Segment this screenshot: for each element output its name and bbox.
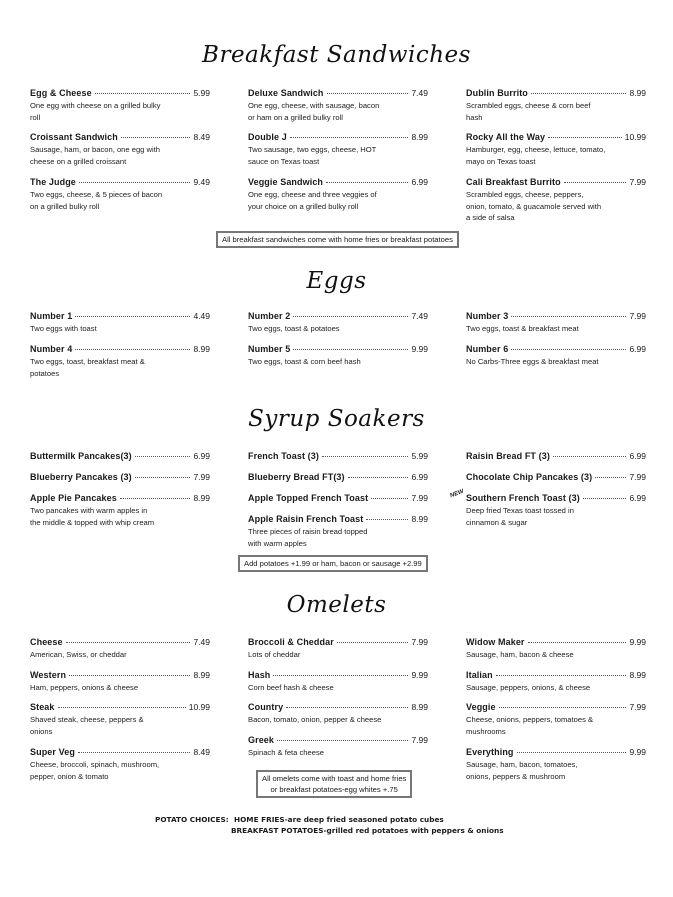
menu-item-header	[248, 514, 428, 526]
menu-item-price: 6.99	[193, 451, 210, 461]
menu-item-price: 7.49	[193, 637, 210, 647]
menu-item-chocolate-chip-pancakes-3	[466, 472, 646, 484]
dot-leader	[121, 137, 191, 138]
dot-leader	[286, 707, 408, 708]
menu-item-description: Two sausage, two eggs, cheese, HOT sauce on Texas toast	[248, 145, 377, 166]
breakfast-note: All breakfast sandwiches come with home fries or breakfast potatoes	[216, 231, 459, 248]
dot-leader	[595, 477, 626, 478]
dot-leader	[75, 349, 190, 350]
menu-item-steak	[30, 702, 210, 737]
menu-item-apple-pie-pancakes	[30, 493, 210, 528]
menu-item-description: Sausage, peppers, onions, & cheese	[466, 683, 591, 692]
menu-item-description: Hamburger, egg, cheese, lettuce, tomato, mayo on Texas toast	[466, 145, 606, 166]
dot-leader	[135, 477, 191, 478]
menu-item-number-2	[248, 311, 428, 335]
menu-item-blueberry-pancakes-3	[30, 472, 210, 484]
dot-leader	[327, 93, 409, 94]
menu-item-description: Shaved steak, cheese, peppers & onions	[30, 715, 144, 736]
dot-leader	[69, 675, 190, 676]
menu-item-description: Bacon, tomato, onion, pepper & cheese	[248, 715, 382, 724]
menu-item-price: 8.99	[411, 132, 428, 142]
menu-item-price: 6.99	[629, 344, 646, 354]
menu-item-header	[30, 344, 210, 356]
menu-item-description: Three pieces of raisin bread topped with warm apples	[248, 527, 368, 548]
section-title-eggs: Eggs	[306, 268, 367, 294]
dot-leader	[273, 675, 408, 676]
dot-leader	[528, 642, 627, 643]
menu-item-header	[248, 702, 428, 714]
menu-item-name: Country	[248, 702, 284, 712]
dot-leader	[553, 456, 627, 457]
menu-item-number-6	[466, 344, 646, 368]
menu-item-price: 7.99	[193, 472, 210, 482]
menu-item-country	[248, 702, 428, 726]
menu-item-price: 7.99	[629, 472, 646, 482]
menu-item-description: Cheese, onions, peppers, tomatoes & mushrooms	[466, 715, 594, 736]
menu-item-header	[466, 493, 646, 505]
dot-leader	[66, 642, 191, 643]
menu-item-header	[466, 311, 646, 323]
potato-choices-label: POTATO CHOICES:	[155, 815, 229, 824]
menu-item-header	[30, 177, 210, 189]
menu-item-name: Blueberry Pancakes (3)	[30, 472, 132, 482]
dot-leader	[511, 316, 626, 317]
menu-item-description: One egg, cheese and three veggies of your choice on a grilled bulky roll	[248, 190, 377, 211]
menu-item-description: American, Swiss, or cheddar	[30, 650, 127, 659]
menu-item-description: Two eggs, cheese, & 5 pieces of bacon on a grilled bulky roll	[30, 190, 163, 211]
dot-leader	[293, 349, 408, 350]
menu-item-the-judge	[30, 177, 210, 212]
menu-item-price: 8.99	[411, 702, 428, 712]
menu-item-header	[30, 311, 210, 323]
menu-item-price: 8.99	[411, 514, 428, 524]
menu-item-header	[466, 637, 646, 649]
menu-item-widow-maker	[466, 637, 646, 661]
menu-item-description: Two eggs, toast & breakfast meat	[466, 324, 579, 333]
menu-item-price: 7.99	[411, 735, 428, 745]
menu-item-price: 8.99	[193, 344, 210, 354]
menu-item-greek	[248, 735, 428, 759]
menu-item-name: Number 5	[248, 344, 291, 354]
menu-item-name: Southern French Toast (3)	[466, 493, 580, 503]
menu-item-name: Apple Topped French Toast	[248, 493, 369, 503]
dot-leader	[322, 456, 409, 457]
menu-item-rocky-all-the-way	[466, 132, 646, 167]
menu-item-description: Sausage, ham, bacon, tomatoes, onions, peppers & mushroom	[466, 760, 578, 781]
menu-item-header	[466, 132, 646, 144]
menu-item-header	[30, 493, 210, 505]
menu-item-description: Cheese, broccoli, spinach, mushroom, pepper, onion & tomato	[30, 760, 160, 781]
dot-leader	[366, 519, 408, 520]
dot-leader	[583, 498, 627, 499]
menu-item-price: 8.99	[629, 670, 646, 680]
dot-leader	[499, 707, 627, 708]
menu-item-description: One egg with cheese on a grilled bulky roll	[30, 101, 161, 122]
menu-item-apple-topped-french-toast	[248, 493, 428, 505]
menu-item-description: Deep fried Texas toast tossed in cinnamon & sugar	[466, 506, 574, 527]
menu-item-raisin-bread-ft-3	[466, 451, 646, 463]
menu-item-header	[30, 747, 210, 759]
menu-item-name: Cheese	[30, 637, 63, 647]
dot-leader	[120, 498, 191, 499]
menu-item-header	[466, 702, 646, 714]
dot-leader	[326, 182, 408, 183]
menu-item-hash	[248, 670, 428, 694]
menu-item-price: 9.49	[193, 177, 210, 187]
menu-item-price: 10.99	[188, 702, 210, 712]
menu-item-header	[248, 311, 428, 323]
menu-item-broccoli-cheddar	[248, 637, 428, 661]
new-badge: NEW	[449, 488, 465, 500]
menu-item-price: 5.99	[193, 88, 210, 98]
dot-leader	[79, 182, 191, 183]
menu-item-price: 7.49	[411, 88, 428, 98]
menu-item-description: Sausage, ham, bacon & cheese	[466, 650, 574, 659]
menu-item-name: Double J	[248, 132, 287, 142]
section-title-omelets: Omelets	[286, 592, 387, 618]
menu-item-price: 6.99	[629, 493, 646, 503]
menu-item-blueberry-bread-ft-3	[248, 472, 428, 484]
menu-item-name: Number 6	[466, 344, 509, 354]
menu-item-name: Italian	[466, 670, 493, 680]
menu-item-name: Everything	[466, 747, 514, 757]
menu-item-cali-breakfast-burrito	[466, 177, 646, 224]
menu-item-header	[466, 88, 646, 100]
menu-item-price: 7.99	[411, 493, 428, 503]
menu-item-header	[248, 493, 428, 505]
menu-item-price: 9.99	[629, 637, 646, 647]
menu-item-price: 6.99	[629, 451, 646, 461]
menu-item-italian	[466, 670, 646, 694]
dot-leader	[548, 137, 622, 138]
menu-item-header	[248, 88, 428, 100]
menu-item-name: Chocolate Chip Pancakes (3)	[466, 472, 593, 482]
menu-item-name: Apple Raisin French Toast	[248, 514, 364, 524]
menu-item-price: 9.99	[411, 670, 428, 680]
dot-leader	[517, 752, 627, 753]
menu-item-croissant-sandwich	[30, 132, 210, 167]
menu-item-name: The Judge	[30, 177, 76, 187]
menu-item-header	[248, 344, 428, 356]
menu-item-double-j	[248, 132, 428, 167]
menu-item-number-4	[30, 344, 210, 379]
potato-choice-breakfast-potatoes: BREAKFAST POTATOES-grilled red potatoes with peppers & onions	[231, 826, 504, 835]
menu-item-price: 8.99	[193, 670, 210, 680]
menu-item-header	[248, 132, 428, 144]
menu-item-name: Number 3	[466, 311, 509, 321]
menu-item-description: No Carbs-Three eggs & breakfast meat	[466, 357, 599, 366]
menu-item-name: Hash	[248, 670, 271, 680]
menu-item-header	[30, 451, 210, 463]
menu-item-header	[466, 747, 646, 759]
menu-item-deluxe-sandwich	[248, 88, 428, 123]
menu-item-price: 9.99	[629, 747, 646, 757]
dot-leader	[58, 707, 186, 708]
menu-item-name: French Toast (3)	[248, 451, 319, 461]
menu-item-number-1	[30, 311, 210, 335]
menu-item-veggie-sandwich	[248, 177, 428, 212]
potato-choice-home-fries: HOME FRIES-are deep fried seasoned potato cubes	[234, 815, 444, 824]
menu-item-description: Two eggs, toast & corn beef hash	[248, 357, 361, 366]
menu-item-header	[248, 637, 428, 649]
menu-item-veggie	[466, 702, 646, 737]
menu-item-description: Ham, peppers, onions & cheese	[30, 683, 139, 692]
menu-item-name: Croissant Sandwich	[30, 132, 118, 142]
dot-leader	[95, 93, 191, 94]
menu-item-price: 7.99	[411, 637, 428, 647]
menu-item-price: 9.99	[411, 344, 428, 354]
dot-leader	[371, 498, 408, 499]
menu-item-header	[30, 472, 210, 484]
menu-item-name: Steak	[30, 702, 55, 712]
menu-item-name: Western	[30, 670, 67, 680]
menu-item-buttermilk-pancakes-3	[30, 451, 210, 463]
menu-item-price: 8.99	[629, 88, 646, 98]
dot-leader	[511, 349, 626, 350]
menu-item-apple-raisin-french-toast	[248, 514, 428, 549]
dot-leader	[78, 752, 191, 753]
menu-item-name: Super Veg	[30, 747, 75, 757]
menu-item-southern-french-toast-3	[466, 493, 646, 528]
menu-item-name: Apple Pie Pancakes	[30, 493, 117, 503]
menu-item-price: 4.49	[193, 311, 210, 321]
menu-item-price: 8.49	[193, 132, 210, 142]
menu-item-price: 5.99	[411, 451, 428, 461]
dot-leader	[531, 93, 627, 94]
menu-item-description: Two eggs, toast, breakfast meat & potatoes	[30, 357, 145, 378]
menu-item-super-veg	[30, 747, 210, 782]
dot-leader	[496, 675, 627, 676]
menu-item-header	[30, 637, 210, 649]
menu-item-description: Two eggs with toast	[30, 324, 97, 333]
menu-item-name: Dublin Burrito	[466, 88, 528, 98]
dot-leader	[337, 642, 409, 643]
menu-item-name: Deluxe Sandwich	[248, 88, 324, 98]
menu-item-name: Buttermilk Pancakes(3)	[30, 451, 132, 461]
menu-item-header	[30, 702, 210, 714]
dot-leader	[348, 477, 409, 478]
menu-item-name: Broccoli & Cheddar	[248, 637, 334, 647]
menu-item-name: Number 4	[30, 344, 73, 354]
menu-item-french-toast-3	[248, 451, 428, 463]
menu-item-description: Two eggs, toast & potatoes	[248, 324, 340, 333]
menu-item-header	[466, 344, 646, 356]
menu-item-name: Widow Maker	[466, 637, 525, 647]
syrup-note: Add potatoes +1.99 or ham, bacon or sausage +2.99	[238, 555, 428, 572]
menu-item-name: Raisin Bread FT (3)	[466, 451, 550, 461]
menu-item-name: Egg & Cheese	[30, 88, 92, 98]
menu-item-header	[248, 670, 428, 682]
menu-item-name: Number 1	[30, 311, 73, 321]
dot-leader	[564, 182, 627, 183]
menu-item-header	[248, 177, 428, 189]
menu-item-description: Spinach & feta cheese	[248, 748, 324, 757]
menu-item-price: 6.99	[411, 472, 428, 482]
menu-item-header	[466, 472, 646, 484]
section-title-syrup-soakers: Syrup Soakers	[248, 406, 425, 432]
menu-item-name: Greek	[248, 735, 275, 745]
menu-item-header	[248, 451, 428, 463]
menu-item-price: 7.49	[411, 311, 428, 321]
menu-item-cheese	[30, 637, 210, 661]
menu-item-number-3	[466, 311, 646, 335]
menu-item-description: Scrambled eggs, cheese, peppers, onion, tomato, & guacamole served with a side of salsa	[466, 190, 602, 222]
menu-item-header	[466, 177, 646, 189]
menu-item-header	[466, 670, 646, 682]
menu-item-dublin-burrito	[466, 88, 646, 123]
menu-item-header	[30, 88, 210, 100]
dot-leader	[293, 316, 408, 317]
menu-item-header	[466, 451, 646, 463]
menu-item-description: Two pancakes with warm apples in the middle & topped with whip cream	[30, 506, 155, 527]
menu-item-price: 7.99	[629, 177, 646, 187]
menu-item-name: Number 2	[248, 311, 291, 321]
menu-item-header	[30, 670, 210, 682]
menu-item-description: Lots of cheddar	[248, 650, 301, 659]
menu-item-header	[248, 735, 428, 747]
menu-item-western	[30, 670, 210, 694]
menu-item-price: 10.99	[624, 132, 646, 142]
menu-item-price: 6.99	[411, 177, 428, 187]
menu-item-description: Scrambled eggs, cheese & corn beef hash	[466, 101, 591, 122]
menu-item-name: Blueberry Bread FT(3)	[248, 472, 345, 482]
menu-item-number-5	[248, 344, 428, 368]
menu-item-name: Cali Breakfast Burrito	[466, 177, 561, 187]
menu-item-everything	[466, 747, 646, 782]
menu-item-price: 7.99	[629, 311, 646, 321]
menu-item-egg-cheese	[30, 88, 210, 123]
menu-item-header	[30, 132, 210, 144]
menu-item-description: Sausage, ham, or bacon, one egg with cheese on a grilled croissant	[30, 145, 161, 166]
omelets-note: All omelets come with toast and home fries or breakfast potatoes-egg whites +.75	[256, 770, 412, 798]
menu-item-description: Corn beef hash & cheese	[248, 683, 334, 692]
menu-item-price: 7.99	[629, 702, 646, 712]
menu-item-name: Veggie	[466, 702, 496, 712]
menu-item-price: 8.99	[193, 493, 210, 503]
menu-item-header	[248, 472, 428, 484]
menu-item-name: Veggie Sandwich	[248, 177, 324, 187]
dot-leader	[290, 137, 409, 138]
menu-item-description: One egg, cheese, with sausage, bacon or ham on a grilled bulky roll	[248, 101, 380, 122]
menu-item-price: 8.49	[193, 747, 210, 757]
dot-leader	[135, 456, 191, 457]
dot-leader	[75, 316, 190, 317]
section-title-breakfast-sandwiches: Breakfast Sandwiches	[202, 42, 471, 68]
menu-item-name: Rocky All the Way	[466, 132, 546, 142]
dot-leader	[277, 740, 408, 741]
